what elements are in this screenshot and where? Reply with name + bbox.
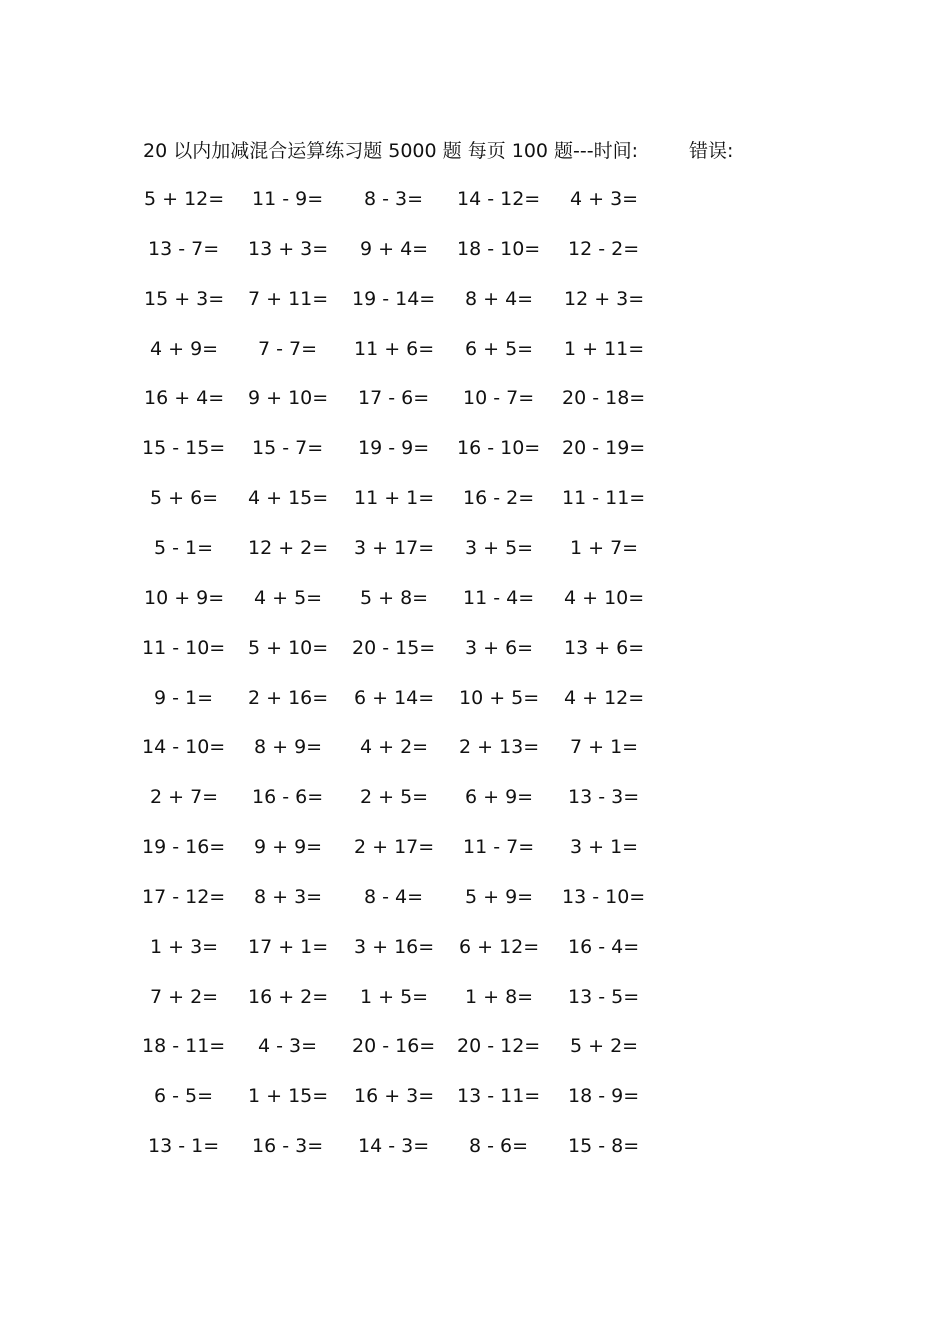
problem-item: 10 + 5= (459, 686, 540, 709)
problem-item: 16 - 4= (568, 935, 640, 958)
problem-item: 11 - 10= (142, 636, 226, 659)
problem-item: 2 + 13= (459, 736, 540, 759)
problem-item: 1 + 15= (248, 1085, 329, 1108)
problem-item: 4 + 5= (254, 586, 323, 609)
problem-item: 7 + 1= (570, 736, 639, 759)
problem-item: 15 - 8= (568, 1135, 640, 1158)
problem-item: 4 + 15= (248, 487, 329, 510)
problem-item: 5 + 8= (360, 586, 429, 609)
problem-item: 3 + 16= (354, 935, 435, 958)
problem-item: 5 + 12= (144, 188, 225, 210)
problem-item: 16 + 4= (144, 387, 225, 410)
problem-item: 18 - 10= (457, 237, 541, 260)
problem-item: 10 + 9= (144, 586, 225, 609)
problem-item: 12 + 2= (248, 536, 329, 559)
problem-item: 4 + 12= (564, 686, 645, 709)
problem-item: 11 - 7= (463, 836, 535, 859)
problem-item: 11 - 11= (562, 487, 646, 510)
problem-item: 15 - 15= (142, 437, 226, 460)
problem-item: 11 - 9= (252, 188, 324, 210)
problem-item: 16 + 2= (248, 985, 329, 1008)
problem-item: 18 - 9= (568, 1085, 640, 1108)
problem-item: 13 - 10= (562, 885, 646, 908)
problem-item: 19 - 9= (358, 437, 430, 460)
problem-item: 13 - 3= (568, 786, 640, 809)
problem-item: 2 + 17= (354, 836, 435, 859)
problem-item: 5 + 9= (465, 885, 534, 908)
problem-item: 3 + 5= (465, 536, 534, 559)
problem-item: 20 - 18= (562, 387, 646, 410)
problem-item: 14 - 10= (142, 736, 226, 759)
problem-item: 1 + 5= (360, 985, 429, 1008)
problem-item: 5 - 1= (154, 536, 214, 559)
problem-item: 17 - 6= (358, 387, 430, 410)
problem-item: 10 - 7= (463, 387, 535, 410)
problem-item: 9 + 9= (254, 836, 323, 859)
problem-item: 6 + 5= (465, 337, 534, 360)
problem-item: 13 + 6= (564, 636, 645, 659)
problem-item: 1 + 7= (570, 536, 639, 559)
problem-item: 5 + 2= (570, 1035, 639, 1058)
problem-item: 16 - 6= (252, 786, 324, 809)
problem-item: 9 + 4= (360, 237, 429, 260)
problem-item: 19 - 16= (142, 836, 226, 859)
problem-item: 2 + 5= (360, 786, 429, 809)
problem-item: 3 + 1= (570, 836, 639, 859)
problem-item: 11 + 1= (354, 487, 435, 510)
problem-item: 15 + 3= (144, 287, 225, 310)
problem-item: 17 + 1= (248, 935, 329, 958)
problem-item: 1 + 3= (150, 935, 219, 958)
problem-item: 4 - 3= (258, 1035, 318, 1058)
problem-item: 13 - 11= (457, 1085, 541, 1108)
errors-label: 错误: (689, 140, 734, 162)
problem-item: 8 + 9= (254, 736, 323, 759)
problem-item: 14 - 3= (358, 1135, 430, 1158)
problem-item: 16 + 3= (354, 1085, 435, 1108)
problem-item: 15 - 7= (252, 437, 324, 460)
problem-item: 13 - 5= (568, 985, 640, 1008)
problem-item: 9 + 10= (248, 387, 329, 410)
problem-item: 12 + 3= (564, 287, 645, 310)
problem-item: 8 - 4= (364, 885, 424, 908)
problem-item: 5 + 6= (150, 487, 219, 510)
problem-item: 11 + 6= (354, 337, 435, 360)
problem-item: 1 + 11= (564, 337, 645, 360)
problem-item: 19 - 14= (352, 287, 436, 310)
problem-item: 8 + 3= (254, 885, 323, 908)
problem-item: 17 - 12= (142, 885, 226, 908)
problem-item: 20 - 16= (352, 1035, 436, 1058)
worksheet-title: 20 以内加减混合运算练习题 5000 题 每页 100 题---时间: (143, 140, 639, 162)
problem-item: 13 - 7= (148, 237, 220, 260)
problem-item: 16 - 10= (457, 437, 541, 460)
problem-item: 20 - 19= (562, 437, 646, 460)
problem-item: 4 + 3= (570, 188, 639, 210)
problem-item: 2 + 16= (248, 686, 329, 709)
problem-item: 3 + 6= (465, 636, 534, 659)
problem-item: 8 + 4= (465, 287, 534, 310)
problem-item: 1 + 8= (465, 985, 534, 1008)
problem-item: 18 - 11= (142, 1035, 226, 1058)
problem-item: 6 + 9= (465, 786, 534, 809)
problem-item: 11 - 4= (463, 586, 535, 609)
problem-item: 20 - 12= (457, 1035, 541, 1058)
problem-item: 12 - 2= (568, 237, 640, 260)
problem-item: 13 + 3= (248, 237, 329, 260)
problem-item: 4 + 9= (150, 337, 219, 360)
problem-item: 7 + 2= (150, 985, 219, 1008)
problem-item: 16 - 3= (252, 1135, 324, 1158)
problem-item: 6 + 14= (354, 686, 435, 709)
problem-item: 13 - 1= (148, 1135, 220, 1158)
problem-item: 2 + 7= (150, 786, 219, 809)
problem-item: 16 - 2= (463, 487, 535, 510)
problem-item: 6 + 12= (459, 935, 540, 958)
problem-item: 20 - 15= (352, 636, 436, 659)
problem-item: 4 + 10= (564, 586, 645, 609)
problem-item: 7 - 7= (258, 337, 318, 360)
problem-item: 3 + 17= (354, 536, 435, 559)
problem-item: 8 - 3= (364, 188, 424, 210)
problem-item: 8 - 6= (469, 1135, 529, 1158)
problem-item: 6 - 5= (154, 1085, 214, 1108)
problem-item: 5 + 10= (248, 636, 329, 659)
problem-item: 14 - 12= (457, 188, 541, 210)
problem-item: 7 + 11= (248, 287, 329, 310)
problem-item: 4 + 2= (360, 736, 429, 759)
problem-item: 9 - 1= (154, 686, 214, 709)
